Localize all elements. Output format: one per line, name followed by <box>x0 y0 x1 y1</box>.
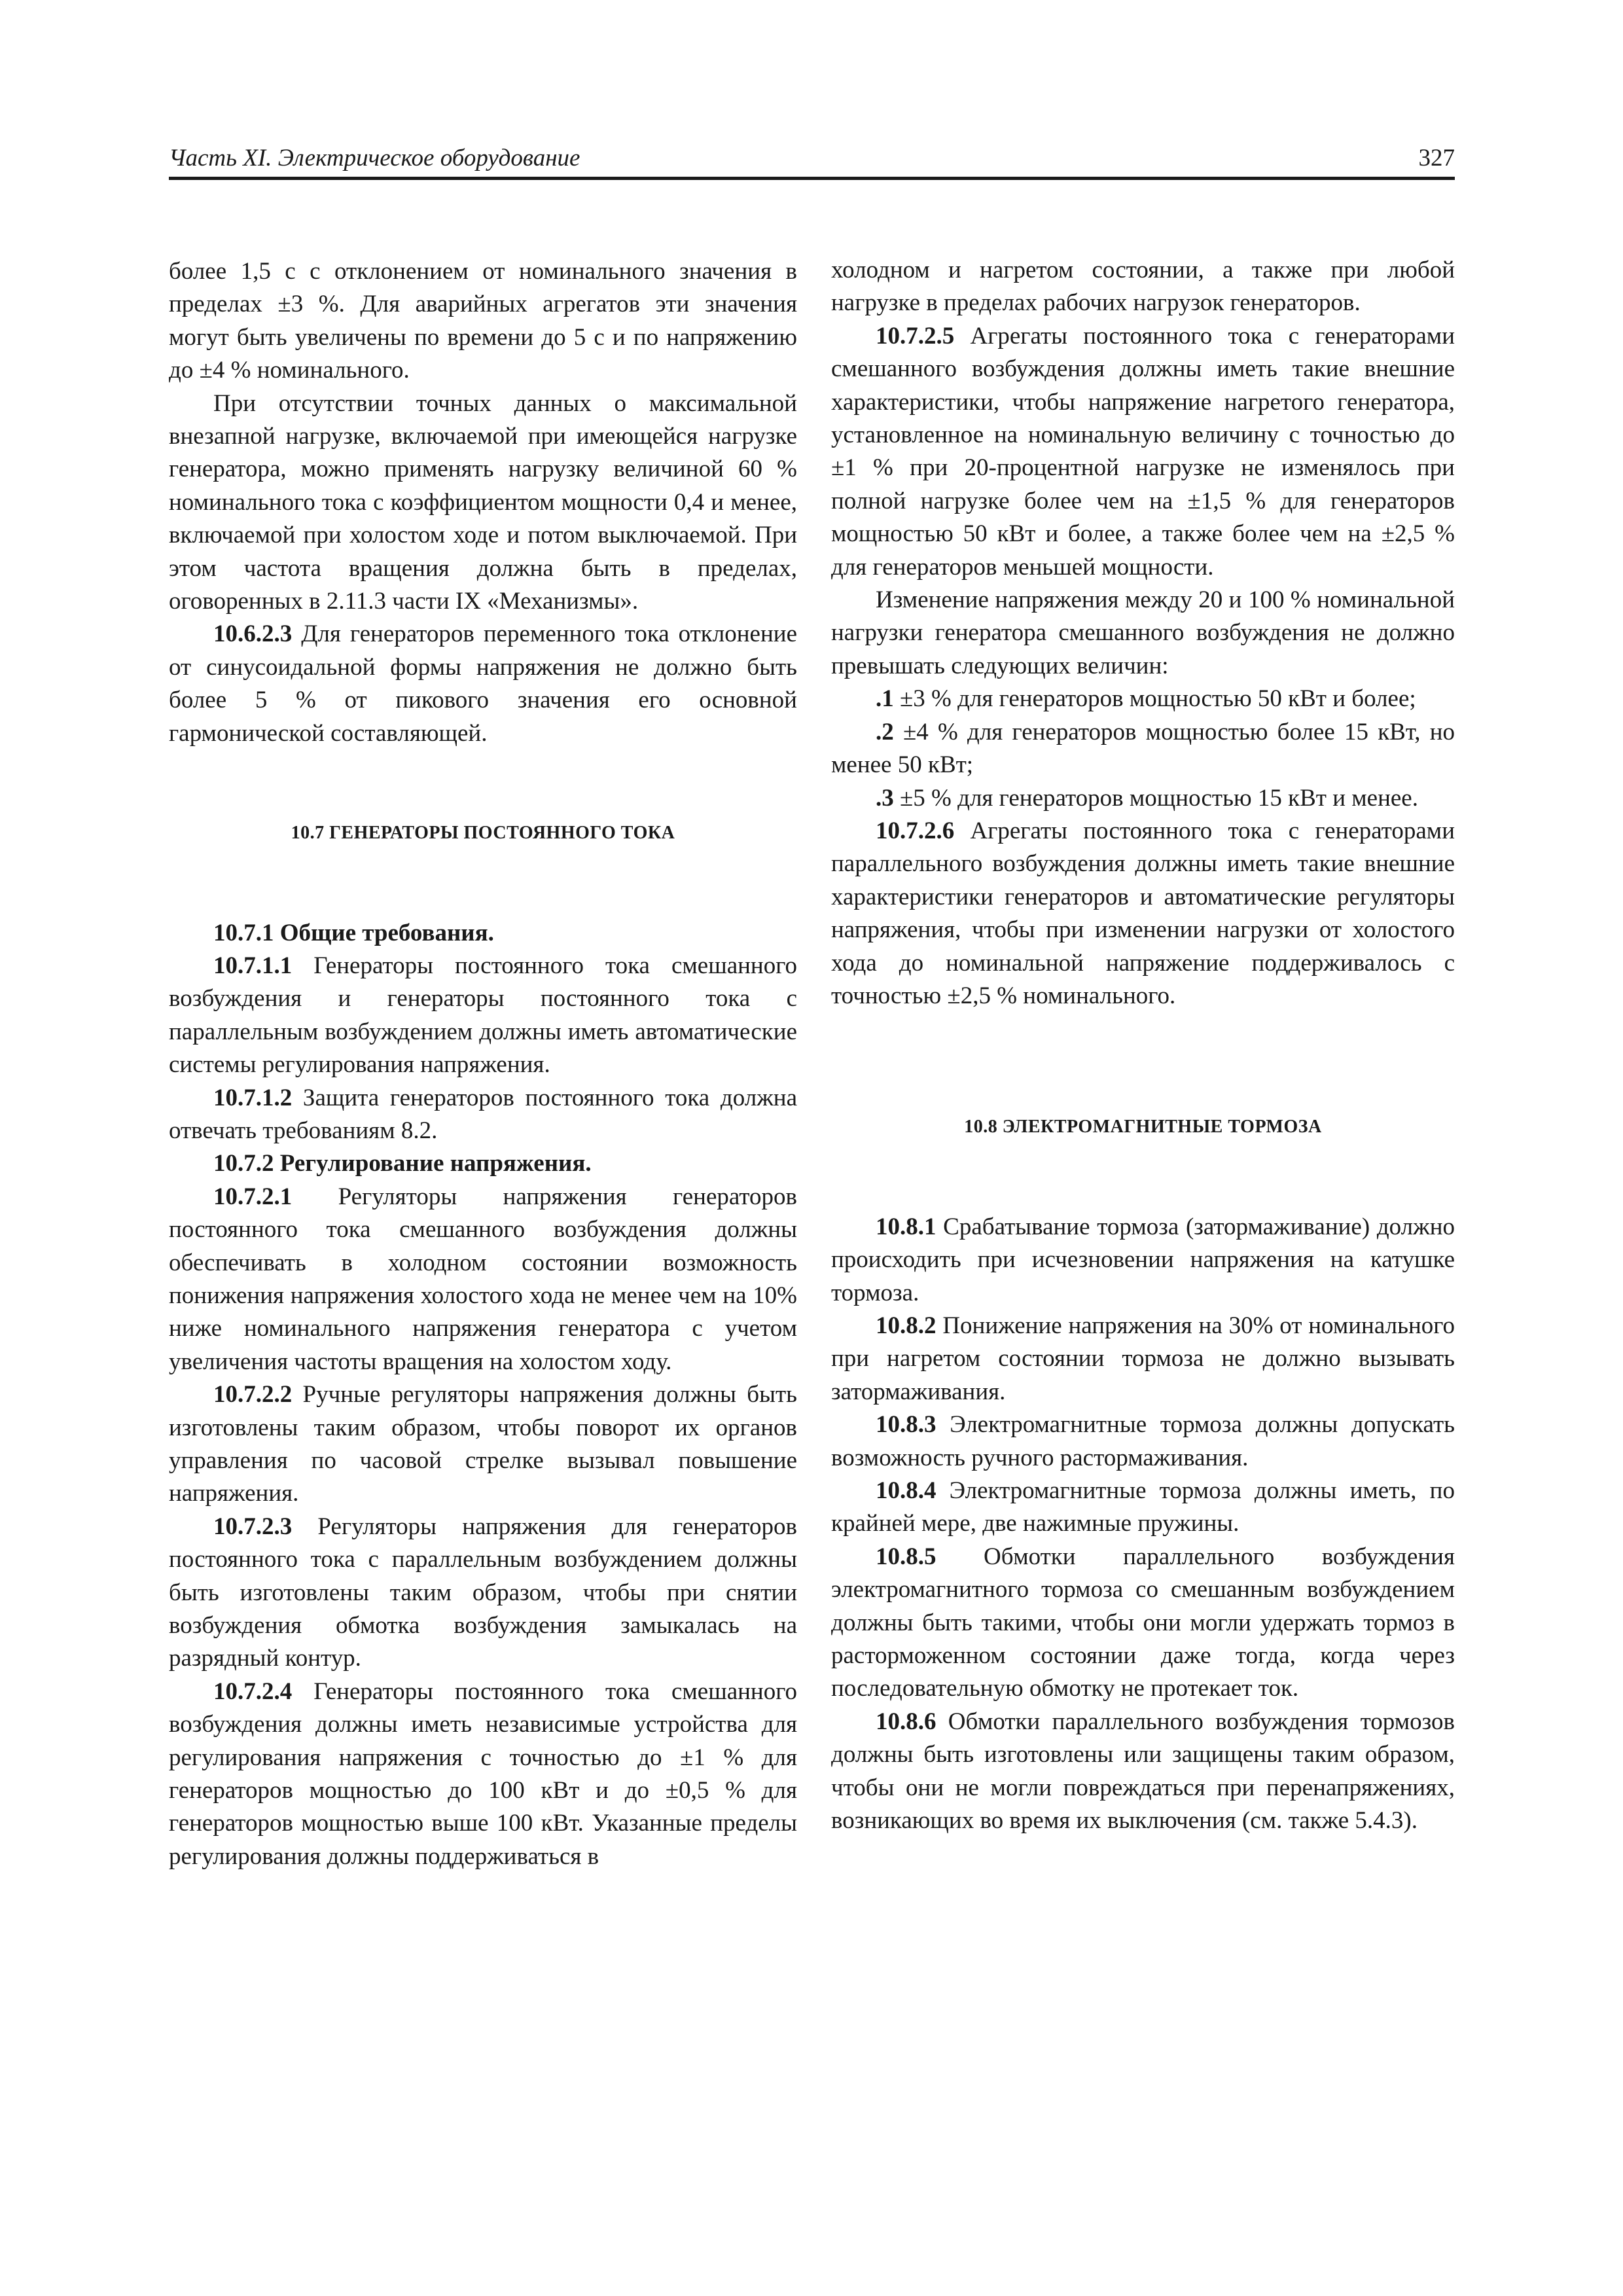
running-title: Часть XI. Электрическое оборудование <box>169 145 580 171</box>
clause-number: 10.7.2.2 <box>213 1381 293 1408</box>
clause-10-8-4 <box>831 1475 1455 1541</box>
clause-number: 10.7.1.2 <box>213 1084 293 1111</box>
clause-number: 10.7.2.1 <box>213 1183 293 1210</box>
item-text: ±5 % для генераторов мощностью 15 кВт и менее. <box>893 784 1418 812</box>
clause-number: 10.7.1.1 <box>213 952 293 979</box>
clause-10-7-2-2 <box>169 1378 797 1511</box>
right-column <box>831 254 1455 1837</box>
clause-10-7-2-3 <box>169 1511 797 1676</box>
paragraph: Изменение напряжения между 20 и 100 % номинальной нагрузки генератора смешанного возбуждения не должно превышать следующих величин: <box>831 586 1455 679</box>
clause-text: Генераторы постоянного тока смешанного возбуждения и генераторы постоянного тока с параллельным возбуждением должны иметь автоматические системы регулирования напряжения. <box>169 952 797 1079</box>
clause-10-7-2-4 <box>169 1676 797 1873</box>
subsection-title-text: 10.7.1 Общие требования. <box>213 919 494 946</box>
clause-number: 10.7.2.6 <box>876 817 955 844</box>
clause-number: 10.7.2.5 <box>876 322 955 350</box>
item-number: .3 <box>876 784 894 812</box>
clause-number: 10.8.5 <box>876 1543 936 1570</box>
clause-10-7-2-5 <box>831 320 1455 584</box>
clause-10-7-2-6 <box>831 815 1455 1013</box>
clause-text: Обмотки параллельного возбуждения тормозов должны быть изготовлены или защищены таким образом, чтобы они не могли повреждаться при перенапряжениях, возникающих во время их выключения (см. также 5.4.3). <box>831 1708 1455 1835</box>
clause-10-8-5 <box>831 1541 1455 1706</box>
clause-number: 10.7.2.4 <box>213 1677 293 1705</box>
clause-text: Регуляторы напряжения генераторов постоянного тока смешанного возбуждения должны обеспечивать в холодном состоянии возможность понижения напряжения холостого хода не менее чем на 10% ниже номинального напряжения генератора с учетом увеличения частоты вращения на холостом ходу. <box>169 1183 797 1375</box>
clause-number: 10.8.2 <box>876 1312 936 1339</box>
clause-number: 10.8.3 <box>876 1411 936 1439</box>
clause-text: Защита генераторов постоянного тока должна отвечать требованиям 8.2. <box>169 1084 797 1144</box>
clause-10-7-1-2 <box>169 1082 797 1148</box>
page-number: 327 <box>1418 145 1455 171</box>
clause-text: Агрегаты постоянного тока с генераторами смешанного возбуждения должны иметь такие внешние характеристики, чтобы напряжение нагретого генератора, установленное на номинальную величину с точностью до ±1 % при 20-процентной нагрузке не изменялось при полной нагрузке более чем на ±1,5 % для генераторов мощностью 50 кВт и более, а также более чем на ±2,5 % для генераторов меньшей мощности. <box>831 322 1455 581</box>
clause-number: 10.8.6 <box>876 1708 936 1735</box>
clause-10-8-3 <box>831 1408 1455 1475</box>
clause-number: 10.8.4 <box>876 1477 936 1504</box>
item-text: ±4 % для генераторов мощностью более 15 кВт, но менее 50 кВт; <box>831 718 1455 779</box>
clause-text: Понижение напряжения на 30% от номинального при нагретом состоянии тормоза не должно вызывать затормаживания. <box>831 1312 1455 1405</box>
paragraph: При отсутствии точных данных о максимальной внезапной нагрузке, включаемой при имеющейся нагрузке генератора, можно применять нагрузку величиной 60 % номинального тока с коэффициентом мощности 0,4 и менее, включаемой при холостом ходе и потом выключаемой. При этом частота вращения должна быть в пределах, оговоренных в 2.11.3 части IX «Механизмы». <box>169 389 797 615</box>
clause-10-8-6 <box>831 1706 1455 1838</box>
clause-10-7-2-1 <box>169 1181 797 1378</box>
clause-text: Электромагнитные тормоза должны допускать возможность ручного растормаживания. <box>831 1411 1455 1471</box>
clause-text: Обмотки параллельного возбуждения электромагнитного тормоза со смешанным возбуждением должны быть такими, чтобы они могли удержать тормоз в расторможенном состоянии даже тогда, когда через последовательную обмотку не протекает ток. <box>831 1543 1455 1702</box>
list-item <box>831 716 1455 782</box>
paragraph: холодном и нагретом состоянии, а также при любой нагрузке в пределах рабочих нагрузок генераторов. <box>831 257 1455 317</box>
list-item <box>831 782 1455 815</box>
subsection-title-text: 10.7.2 Регулирование напряжения. <box>213 1150 592 1177</box>
clause-text: Ручные регуляторы напряжения должны быть изготовлены таким образом, чтобы поворот их органов управления по часовой стрелке вызывал повышение напряжения. <box>169 1381 797 1507</box>
section-heading-10-7: 10.7 ГЕНЕРАТОРЫ ПОСТОЯННОГО ТОКА <box>291 823 675 844</box>
clause-text: Для генераторов переменного тока отклонение от синусоидальной формы напряжения не должно быть более 5 % от пикового значения его основной гармонической составляющей. <box>169 620 797 747</box>
clause-text: Генераторы постоянного тока смешанного возбуждения должны иметь независимые устройства для регулирования напряжения с точностью до ±1 % для генераторов мощностью до 100 кВт и до ±0,5 % для генераторов мощностью выше 100 кВт. Указанные пределы регулирования должны поддерживаться в <box>169 1677 797 1870</box>
clause-10-7-1-1 <box>169 950 797 1082</box>
left-column <box>169 255 797 1873</box>
item-text: ±3 % для генераторов мощностью 50 кВт и более; <box>893 685 1416 713</box>
item-number: .2 <box>876 718 894 745</box>
subsection-title-10-7-2 <box>169 1147 797 1180</box>
section-heading-10-8: 10.8 ЭЛЕКТРОМАГНИТНЫЕ ТОРМОЗА <box>964 1117 1322 1138</box>
clause-text: Срабатывание тормоза (затормаживание) должно происходить при исчезновении напряжения на катушке тормоза. <box>831 1213 1455 1306</box>
clause-10-6-2-3 <box>169 618 797 750</box>
clause-number: 10.7.2.3 <box>213 1513 293 1540</box>
item-number: .1 <box>876 685 894 713</box>
list-item <box>831 683 1455 715</box>
clause-text: Агрегаты постоянного тока с генераторами параллельного возбуждения должны иметь такие внешние характеристики генераторов и автоматические регуляторы напряжения, чтобы при изменении нагрузки от холостого хода до номинальной напряжение поддерживалось с точностью ±2,5 % номинального. <box>831 817 1455 1009</box>
clause-text: Регуляторы напряжения для генераторов постоянного тока с параллельным возбуждением должны быть изготовлены таким образом, чтобы при снятии возбуждения обмотка возбуждения замыкалась на разрядный контур. <box>169 1513 797 1672</box>
clause-10-8-1 <box>831 1211 1455 1310</box>
subsection-title-10-7-1 <box>169 917 797 950</box>
paragraph: более 1,5 с с отклонением от номинального значения в пределах ±3 %. Для аварийных агрегатов эти значения могут быть увеличены по времени до 5 с и по напряжению до ±4 % номинального. <box>169 258 797 384</box>
clause-number: 10.6.2.3 <box>213 620 293 648</box>
clause-10-8-2 <box>831 1310 1455 1408</box>
clause-number: 10.8.1 <box>876 1213 936 1240</box>
clause-text: Электромагнитные тормоза должны иметь, по крайней мере, две нажимные пружины. <box>831 1477 1455 1537</box>
page-header <box>169 139 1455 180</box>
